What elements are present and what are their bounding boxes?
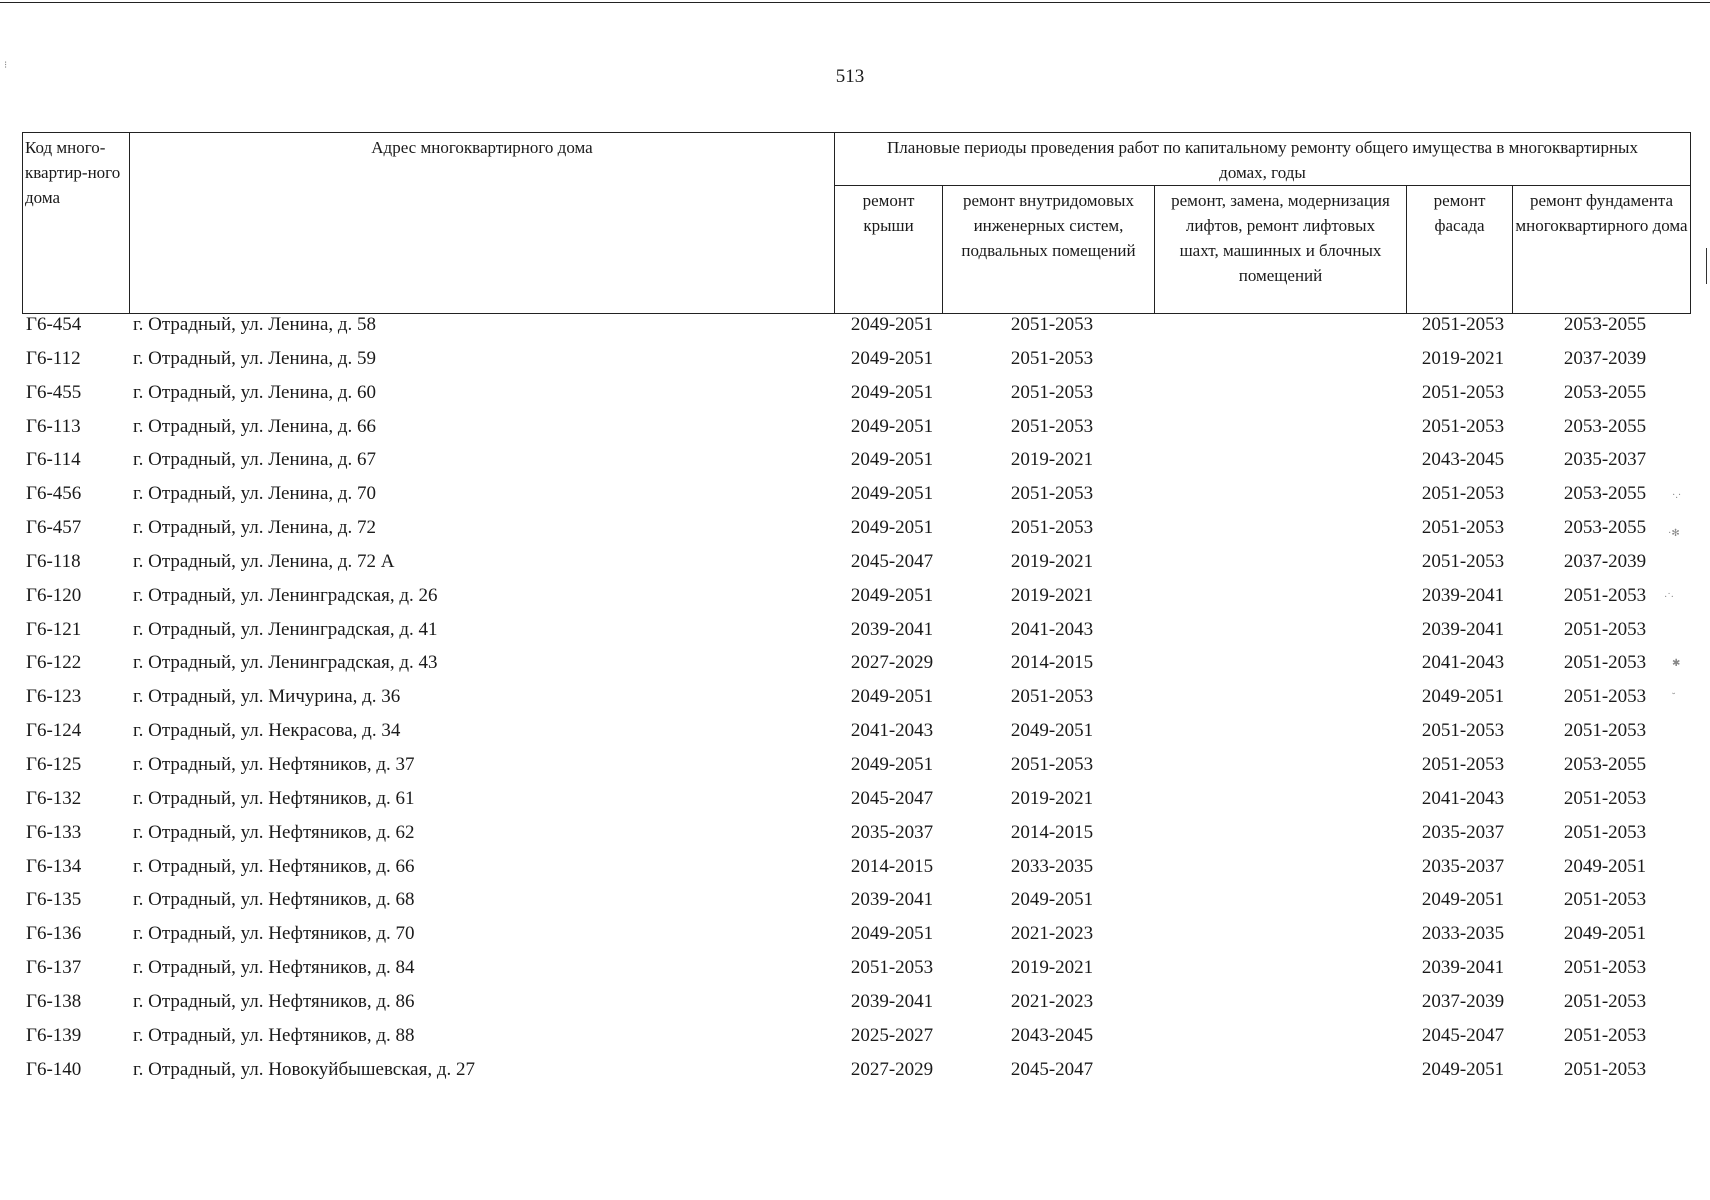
table-row (22, 855, 1694, 889)
row-address: г. Отрадный, ул. Нефтяников, д. 37 (133, 753, 415, 775)
row-systems-period: 2051-2053 (1010, 517, 1094, 539)
row-foundation-period: 2037-2039 (1563, 347, 1647, 369)
row-facade-period: 2019-2021 (1421, 347, 1505, 369)
row-facade-period: 2051-2053 (1421, 314, 1505, 335)
row-foundation-period: 2051-2053 (1563, 957, 1647, 979)
header-lifts: ремонт, замена, модернизация лифтов, ремонт лифтовых шахт, машинных и блочных помещений (1155, 186, 1407, 314)
row-roof-period: 2049-2051 (850, 517, 934, 539)
row-systems-period: 2051-2053 (1010, 415, 1094, 437)
row-address: г. Отрадный, ул. Ленина, д. 72 А (133, 550, 395, 572)
row-facade-period: 2049-2051 (1421, 686, 1505, 708)
row-address: г. Отрадный, ул. Ленина, д. 60 (133, 381, 377, 403)
row-systems-period: 2021-2023 (1010, 923, 1094, 945)
scan-edge-mark (1706, 248, 1707, 284)
row-foundation-period: 2049-2051 (1563, 855, 1647, 877)
row-address: г. Отрадный, ул. Новокуйбышевская, д. 27 (133, 1058, 476, 1080)
row-facade-period: 2039-2041 (1421, 618, 1505, 640)
row-address: г. Отрадный, ул. Нефтяников, д. 88 (133, 1024, 415, 1046)
row-systems-period: 2014-2015 (1010, 652, 1094, 674)
row-facade-period: 2051-2053 (1421, 381, 1505, 403)
row-roof-period: 2045-2047 (850, 550, 934, 572)
row-roof-period: 2049-2051 (850, 584, 934, 606)
row-systems-period: 2045-2047 (1010, 1058, 1094, 1080)
row-foundation-period: 2049-2051 (1563, 923, 1647, 945)
row-facade-period: 2051-2053 (1421, 753, 1505, 775)
row-roof-period: 2049-2051 (850, 449, 934, 471)
row-systems-period: 2019-2021 (1010, 449, 1094, 471)
table-row (22, 787, 1694, 821)
row-facade-period: 2039-2041 (1421, 957, 1505, 979)
row-address: г. Отрадный, ул. Ленинградская, д. 26 (133, 584, 438, 606)
table-row (22, 888, 1694, 922)
row-systems-period: 2051-2053 (1010, 686, 1094, 708)
table-row (22, 415, 1694, 449)
header-group-title: Плановые периоды проведения работ по капитальному ремонту общего имущества в многоквартирных домах, годы (835, 133, 1691, 186)
row-code: Г6-123 (26, 686, 82, 708)
row-roof-period: 2049-2051 (850, 483, 934, 505)
row-facade-period: 2037-2039 (1421, 990, 1505, 1012)
header-roof: ремонт крыши (835, 186, 943, 314)
row-code: Г6-125 (26, 753, 82, 775)
row-code: Г6-456 (26, 483, 82, 505)
row-code: Г6-113 (26, 415, 81, 437)
row-roof-period: 2049-2051 (850, 415, 934, 437)
row-foundation-period: 2051-2053 (1563, 652, 1647, 674)
row-roof-period: 2049-2051 (850, 381, 934, 403)
scan-speck: ·.· (1672, 490, 1682, 501)
top-rule (0, 2, 1710, 3)
table-row (22, 821, 1694, 855)
row-roof-period: 2014-2015 (850, 855, 934, 877)
row-code: Г6-132 (26, 787, 82, 809)
row-facade-period: 2051-2053 (1421, 483, 1505, 505)
row-address: г. Отрадный, ул. Нефтяников, д. 62 (133, 821, 415, 843)
row-roof-period: 2049-2051 (850, 686, 934, 708)
header-address: Адрес многоквартирного дома (130, 133, 835, 314)
row-facade-period: 2033-2035 (1421, 923, 1505, 945)
table-row (22, 381, 1694, 415)
row-systems-period: 2051-2053 (1010, 381, 1094, 403)
row-facade-period: 2049-2051 (1421, 1058, 1505, 1080)
header-systems: ремонт внутридомовых инженерных систем, подвальных помещений (943, 186, 1155, 314)
scan-speck: ✱ (1672, 658, 1681, 669)
row-facade-period: 2051-2053 (1421, 550, 1505, 572)
header-facade: ремонт фасада (1407, 186, 1513, 314)
row-foundation-period: 2051-2053 (1563, 1058, 1647, 1080)
row-code: Г6-112 (26, 347, 81, 369)
row-foundation-period: 2035-2037 (1563, 449, 1647, 471)
table-row (22, 550, 1694, 584)
row-facade-period: 2051-2053 (1421, 720, 1505, 742)
row-roof-period: 2039-2041 (850, 990, 934, 1012)
row-address: г. Отрадный, ул. Ленинградская, д. 43 (133, 652, 438, 674)
row-foundation-period: 2051-2053 (1563, 584, 1647, 606)
row-roof-period: 2025-2027 (850, 1024, 934, 1046)
row-foundation-period: 2053-2055 (1563, 415, 1647, 437)
row-address: г. Отрадный, ул. Ленина, д. 58 (133, 314, 377, 335)
row-foundation-period: 2051-2053 (1563, 1024, 1647, 1046)
table-row (22, 482, 1694, 516)
page-number: 513 (835, 66, 865, 87)
row-code: Г6-122 (26, 652, 82, 674)
row-foundation-period: 2053-2055 (1563, 517, 1647, 539)
row-roof-period: 2039-2041 (850, 889, 934, 911)
row-systems-period: 2033-2035 (1010, 855, 1094, 877)
row-roof-period: 2049-2051 (850, 923, 934, 945)
table-body (22, 313, 1694, 1091)
row-systems-period: 2019-2021 (1010, 584, 1094, 606)
scan-speck: ·˙· (1664, 592, 1674, 603)
row-code: Г6-118 (26, 550, 81, 572)
row-foundation-period: 2053-2055 (1563, 314, 1647, 335)
row-address: г. Отрадный, ул. Нефтяников, д. 66 (133, 855, 415, 877)
row-facade-period: 2035-2037 (1421, 855, 1505, 877)
row-code: Г6-124 (26, 720, 82, 742)
row-systems-period: 2019-2021 (1010, 957, 1094, 979)
row-code: Г6-135 (26, 889, 82, 911)
row-roof-period: 2049-2051 (850, 314, 934, 335)
row-foundation-period: 2051-2053 (1563, 720, 1647, 742)
row-code: Г6-457 (26, 517, 82, 539)
row-facade-period: 2035-2037 (1421, 821, 1505, 843)
row-foundation-period: 2051-2053 (1563, 618, 1647, 640)
scan-speck: ⁝ (4, 60, 8, 71)
row-roof-period: 2041-2043 (850, 720, 934, 742)
table-row (22, 448, 1694, 482)
table-row (22, 753, 1694, 787)
row-facade-period: 2039-2041 (1421, 584, 1505, 606)
row-code: Г6-133 (26, 821, 82, 843)
row-roof-period: 2049-2051 (850, 347, 934, 369)
row-address: г. Отрадный, ул. Ленинградская, д. 41 (133, 618, 438, 640)
row-address: г. Отрадный, ул. Нефтяников, д. 84 (133, 957, 415, 979)
row-systems-period: 2019-2021 (1010, 550, 1094, 572)
row-address: г. Отрадный, ул. Ленина, д. 59 (133, 347, 377, 369)
table-row (22, 618, 1694, 652)
row-systems-period: 2049-2051 (1010, 720, 1094, 742)
row-foundation-period: 2051-2053 (1563, 787, 1647, 809)
row-code: Г6-455 (26, 381, 82, 403)
row-systems-period: 2051-2053 (1010, 753, 1094, 775)
table-row (22, 347, 1694, 381)
row-roof-period: 2051-2053 (850, 957, 934, 979)
row-roof-period: 2045-2047 (850, 787, 934, 809)
row-systems-period: 2041-2043 (1010, 618, 1094, 640)
scan-speck: ·✻ (1668, 528, 1680, 539)
row-foundation-period: 2053-2055 (1563, 753, 1647, 775)
table-row (22, 922, 1694, 956)
row-code: Г6-137 (26, 957, 82, 979)
row-systems-period: 2014-2015 (1010, 821, 1094, 843)
scan-speck: ˘ (1672, 692, 1676, 703)
row-address: г. Отрадный, ул. Некрасова, д. 34 (133, 720, 401, 742)
row-code: Г6-136 (26, 923, 82, 945)
row-address: г. Отрадный, ул. Мичурина, д. 36 (133, 686, 401, 708)
table-header (22, 132, 1691, 314)
header-code: Код много-квартир-ного дома (23, 133, 130, 314)
table-row (22, 990, 1694, 1024)
row-foundation-period: 2051-2053 (1563, 686, 1647, 708)
row-roof-period: 2039-2041 (850, 618, 934, 640)
row-systems-period: 2043-2045 (1010, 1024, 1094, 1046)
row-code: Г6-454 (26, 314, 82, 335)
header-foundation: ремонт фундамента многоквартирного дома (1513, 186, 1691, 314)
row-code: Г6-121 (26, 618, 82, 640)
row-facade-period: 2051-2053 (1421, 415, 1505, 437)
row-address: г. Отрадный, ул. Ленина, д. 72 (133, 517, 377, 539)
row-facade-period: 2041-2043 (1421, 787, 1505, 809)
row-roof-period: 2027-2029 (850, 652, 934, 674)
row-address: г. Отрадный, ул. Нефтяников, д. 61 (133, 787, 415, 809)
row-code: Г6-139 (26, 1024, 82, 1046)
table-row (22, 956, 1694, 990)
row-address: г. Отрадный, ул. Нефтяников, д. 68 (133, 889, 415, 911)
row-foundation-period: 2051-2053 (1563, 821, 1647, 843)
table-row (22, 584, 1694, 618)
row-roof-period: 2027-2029 (850, 1058, 934, 1080)
table-row (22, 1058, 1694, 1092)
row-systems-period: 2051-2053 (1010, 347, 1094, 369)
row-address: г. Отрадный, ул. Нефтяников, д. 70 (133, 923, 415, 945)
row-address: г. Отрадный, ул. Ленина, д. 67 (133, 449, 377, 471)
row-facade-period: 2041-2043 (1421, 652, 1505, 674)
row-foundation-period: 2037-2039 (1563, 550, 1647, 572)
row-code: Г6-138 (26, 990, 82, 1012)
row-code: Г6-140 (26, 1058, 82, 1080)
row-foundation-period: 2051-2053 (1563, 889, 1647, 911)
row-address: г. Отрадный, ул. Нефтяников, д. 86 (133, 990, 415, 1012)
row-systems-period: 2021-2023 (1010, 990, 1094, 1012)
row-facade-period: 2051-2053 (1421, 517, 1505, 539)
row-facade-period: 2043-2045 (1421, 449, 1505, 471)
row-roof-period: 2049-2051 (850, 753, 934, 775)
table-row (22, 1024, 1694, 1058)
row-roof-period: 2035-2037 (850, 821, 934, 843)
row-address: г. Отрадный, ул. Ленина, д. 70 (133, 483, 377, 505)
row-code: Г6-134 (26, 855, 82, 877)
row-code: Г6-114 (26, 449, 81, 471)
row-foundation-period: 2051-2053 (1563, 990, 1647, 1012)
row-foundation-period: 2053-2055 (1563, 483, 1647, 505)
row-code: Г6-120 (26, 584, 82, 606)
row-foundation-period: 2053-2055 (1563, 381, 1647, 403)
table-row (22, 516, 1694, 550)
row-systems-period: 2051-2053 (1010, 483, 1094, 505)
row-facade-period: 2049-2051 (1421, 889, 1505, 911)
table-row (22, 651, 1694, 685)
row-systems-period: 2019-2021 (1010, 787, 1094, 809)
row-systems-period: 2049-2051 (1010, 889, 1094, 911)
row-facade-period: 2045-2047 (1421, 1024, 1505, 1046)
table-row (22, 719, 1694, 753)
table-row (22, 685, 1694, 719)
row-systems-period: 2051-2053 (1010, 314, 1094, 335)
row-address: г. Отрадный, ул. Ленина, д. 66 (133, 415, 377, 437)
table-row (22, 313, 1694, 347)
